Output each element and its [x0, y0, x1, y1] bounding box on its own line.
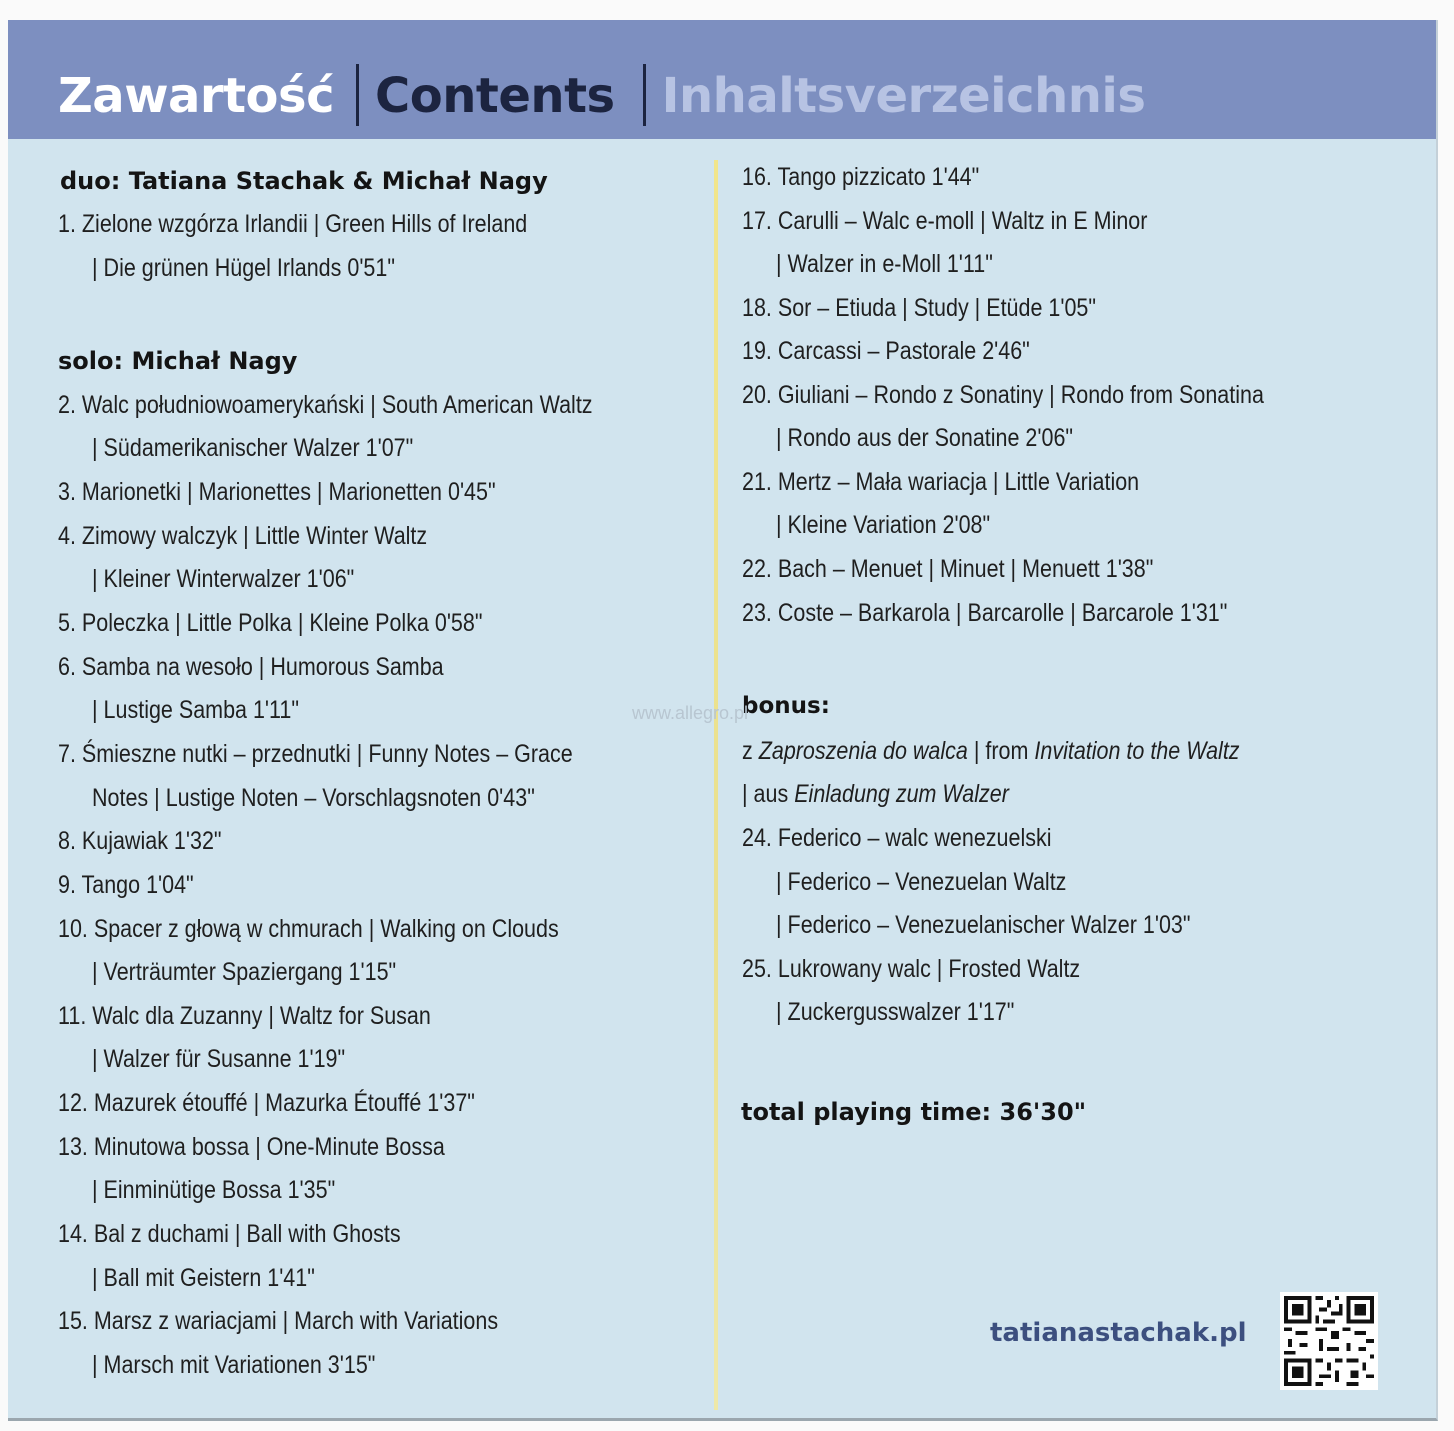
page-title	[58, 64, 1145, 126]
track-line: | Rondo aus der Sonatine 2'06"	[776, 424, 1074, 452]
track-line: 14. Bal z duchami | Ball with Ghosts	[58, 1220, 401, 1248]
track-line: | Die grünen Hügel Irlands 0'51"	[92, 254, 395, 282]
title-german: Inhaltsverzeichnis	[661, 68, 1146, 124]
bonus-intro-polish-title: Zaproszenia do walca	[758, 737, 968, 765]
track-line: 6. Samba na wesoło | Humorous Samba	[58, 653, 444, 681]
track-line: 4. Zimowy walczyk | Little Winter Waltz	[58, 522, 428, 550]
bonus-intro-text: | from	[967, 737, 1035, 765]
track-line: | Ball mit Geistern 1'41"	[92, 1264, 315, 1292]
bonus-intro-text: | aus	[742, 780, 795, 808]
track-line: 15. Marsz z wariacjami | March with Variations	[58, 1307, 499, 1335]
qr-code-icon	[1280, 1292, 1378, 1390]
track-line: 20. Giuliani – Rondo z Sonatiny | Rondo from Sonatina	[742, 381, 1264, 409]
track-line: 19. Carcassi – Pastorale 2'46"	[742, 337, 1030, 365]
track-line: | Lustige Samba 1'11"	[92, 696, 299, 724]
track-line: | Federico – Venezuelanischer Walzer 1'03"	[776, 911, 1191, 939]
track-line: | Einminütige Bossa 1'35"	[92, 1176, 336, 1204]
track-line: 10. Spacer z głową w chmurach | Walking on Clouds	[58, 915, 559, 943]
track-line: 12. Mazurek étouffé | Mazurka Étouffé 1'37"	[58, 1089, 475, 1117]
track-line: Notes | Lustige Noten – Vorschlagsnoten 0'43"	[92, 784, 535, 812]
bonus-intro-german-title: Einladung zum Walzer	[794, 780, 1009, 808]
track-line: 23. Coste – Barkarola | Barcarolle | Barcarole 1'31"	[742, 599, 1228, 627]
header-band	[8, 20, 1436, 139]
track-line: | Walzer in e-Moll 1'11"	[776, 250, 993, 278]
bonus-intro-english-title: Invitation to the Waltz	[1034, 737, 1240, 765]
track-line: 21. Mertz – Mała wariacja | Little Variation	[742, 468, 1140, 496]
track-line: 24. Federico – walc wenezuelski	[742, 824, 1052, 852]
track-line: 5. Poleczka | Little Polka | Kleine Polka 0'58"	[58, 609, 483, 637]
bonus-intro-line	[742, 735, 1240, 767]
track-line: 1. Zielone wzgórza Irlandii | Green Hills of Ireland	[58, 210, 528, 238]
track-line: 16. Tango pizzicato 1'44"	[742, 163, 980, 191]
duo-heading: duo: Tatiana Stachak & Michał Nagy	[60, 167, 548, 195]
title-polish: Zawartość	[58, 68, 335, 124]
qr-code[interactable]	[1280, 1292, 1378, 1390]
track-line: | Walzer für Susanne 1'19"	[92, 1045, 346, 1073]
column-divider	[714, 160, 718, 1410]
total-playing-time: total playing time: 36'30"	[741, 1098, 1087, 1126]
track-line: | Verträumter Spaziergang 1'15"	[92, 958, 397, 986]
track-line: 3. Marionetki | Marionettes | Marionetten 0'45"	[58, 478, 496, 506]
bonus-heading: bonus:	[742, 693, 830, 719]
solo-heading: solo: Michał Nagy	[58, 347, 298, 375]
track-line: 2. Walc południowoamerykański | South American Waltz	[58, 391, 593, 419]
track-line: 17. Carulli – Walc e-moll | Waltz in E Minor	[742, 207, 1148, 235]
track-line: | Südamerikanischer Walzer 1'07"	[92, 434, 414, 462]
bonus-intro-text: z	[742, 737, 759, 765]
track-line: | Kleine Variation 2'08"	[776, 511, 991, 539]
track-line: 13. Minutowa bossa | One-Minute Bossa	[58, 1133, 445, 1161]
bonus-intro-line	[742, 778, 1009, 810]
track-line: | Marsch mit Variationen 3'15"	[92, 1351, 376, 1379]
track-line: 25. Lukrowany walc | Frosted Waltz	[742, 955, 1081, 983]
track-line: | Kleiner Winterwalzer 1'06"	[92, 565, 355, 593]
track-line: 8. Kujawiak 1'32"	[58, 827, 222, 855]
track-line: 11. Walc dla Zuzanny | Waltz for Susan	[58, 1002, 431, 1030]
track-line: 22. Bach – Menuet | Minuet | Menuett 1'38"	[742, 555, 1154, 583]
track-line: | Zuckergusswalzer 1'17"	[776, 998, 1015, 1026]
website-link[interactable]: tatianastachak.pl	[990, 1318, 1247, 1348]
title-separator	[643, 64, 646, 126]
title-english: Contents	[375, 68, 615, 124]
track-line: 18. Sor – Etiuda | Study | Etüde 1'05"	[742, 294, 1096, 322]
watermark: www.allegro.pl	[632, 703, 749, 723]
track-line: 7. Śmieszne nutki – przednutki | Funny Notes – Grace	[58, 740, 573, 768]
title-separator	[356, 64, 359, 126]
track-line: 9. Tango 1'04"	[58, 871, 194, 899]
track-line: | Federico – Venezuelan Waltz	[776, 868, 1067, 896]
